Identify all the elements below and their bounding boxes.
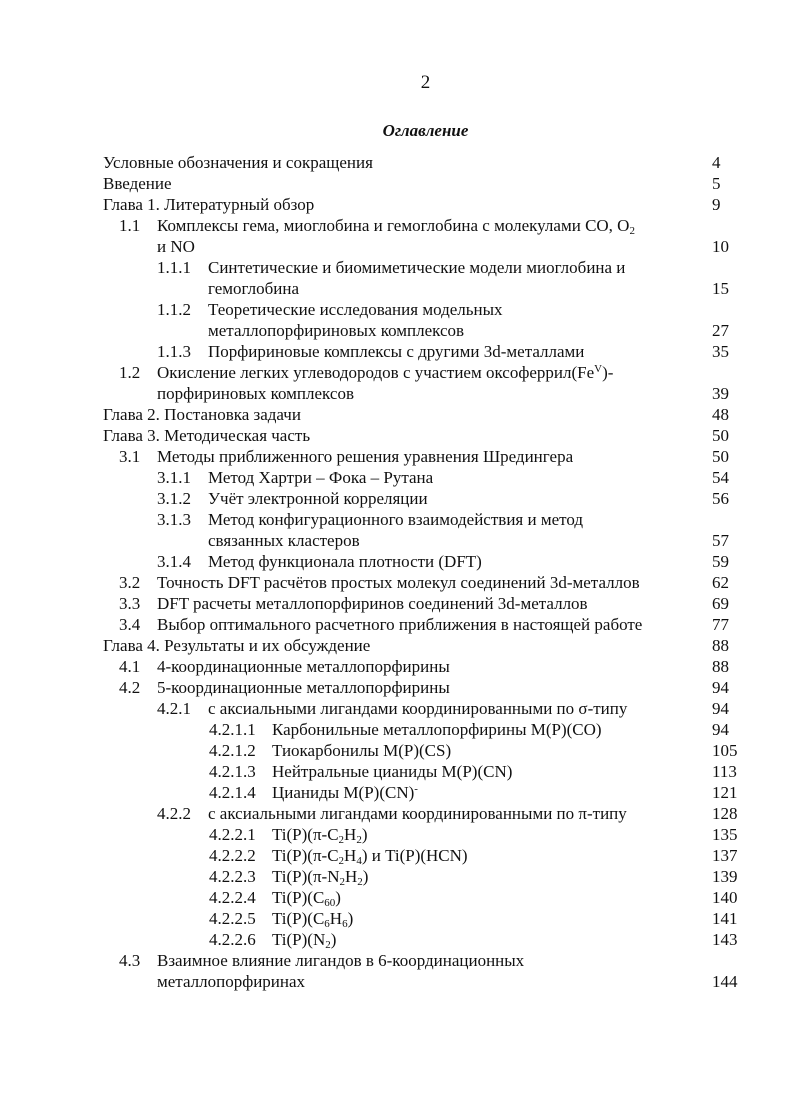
toc-entry-number: 3.1.3 [157, 510, 191, 529]
toc-entry-page: 137 [712, 846, 738, 865]
toc-entry-title: Тиокарбонилы M(P)(CS) [272, 741, 452, 760]
toc-entry-page: 4 [712, 153, 721, 172]
toc-entry-title: Метод Хартри – Фока – Рутана [208, 468, 434, 487]
toc-entry-number: 1.1.1 [157, 258, 191, 277]
toc-entry-page: 10 [712, 237, 729, 256]
toc-entry-number: 1.1.2 [157, 300, 191, 319]
toc-entry-title: Глава 4. Результаты и их обсуждение [103, 636, 371, 655]
toc-entry-title: и NO [157, 237, 195, 256]
toc-entry-number: 4.2.2.1 [209, 825, 256, 844]
page-title: Оглавление [382, 121, 469, 140]
toc-entry-page: 113 [712, 762, 737, 781]
toc-entry-title: 5-координационные металлопорфирины [157, 678, 450, 697]
toc-entry-page: 27 [712, 321, 729, 340]
toc-entry-page: 88 [712, 657, 729, 676]
toc-entry-page: 56 [712, 489, 729, 508]
toc-entry-page: 141 [712, 909, 738, 928]
toc-entry-page: 105 [712, 741, 738, 760]
toc-entry-number: 4.3 [119, 951, 141, 970]
toc-entry-page: 50 [712, 447, 729, 466]
toc-entry-number: 3.1.1 [157, 468, 191, 487]
toc-entry-title: Цианиды M(P)(CN)- [272, 783, 418, 802]
toc-entry-title: Учёт электронной корреляции [208, 489, 428, 508]
toc-entry-number: 4.2 [119, 678, 141, 697]
toc-entry-title: Глава 3. Методическая часть [103, 426, 311, 445]
toc-entry-page: 5 [712, 174, 721, 193]
toc-entry-title: $Ti(P)(\pi-N_2H_2)$ [272, 867, 369, 888]
toc-entry-title: металлопорфиринах [157, 972, 306, 991]
page-number: 2 [420, 72, 431, 93]
toc-entry-number: 3.4 [119, 615, 141, 634]
toc-entry-title: Условные обозначения и сокращения [103, 153, 373, 172]
toc-entry-title: связанных кластеров [208, 531, 360, 550]
toc-entry-title: 4-координационные металлопорфирины [157, 657, 450, 676]
toc-entry-title: $Ti(P)(N_2)$ [272, 930, 337, 951]
toc-entry-title: Методы приближенного решения уравнения Шредингера [157, 447, 574, 466]
toc-entry-title: Синтетические и биомиметические модели миоглобина и [208, 258, 626, 277]
toc-entry-title: $Ti(P)(\pi-C_2H_2)$ [272, 825, 368, 846]
toc-entry-page: 94 [712, 678, 729, 697]
toc-entry-title: Взаимное влияние лигандов в 6-координационных [157, 951, 525, 970]
toc-entry-number: 4.2.2.4 [209, 888, 256, 907]
toc-entry-number: 3.1.4 [157, 552, 191, 571]
toc-entry-number: 4.2.2.5 [209, 909, 256, 928]
toc-entry-page: 140 [712, 888, 738, 907]
toc-entry-number: 3.1.2 [157, 489, 191, 508]
toc-entry-title: Комплексы гема, миоглобина и гемоглобина с молекулами CO, $O_2$ [157, 216, 635, 237]
toc-entry-title: металлопорфириновых комплексов [208, 321, 465, 340]
toc-entry-title: DFT расчеты металлопорфиринов соединений 3d-металлов [157, 594, 588, 613]
toc-entry-page: 35 [712, 342, 729, 361]
toc-entry-title: Глава 2. Постановка задачи [103, 405, 301, 424]
toc-entry-page: 135 [712, 825, 738, 844]
toc-entry-page: 77 [712, 615, 729, 634]
toc-entry-number: 4.2.2.2 [209, 846, 256, 865]
toc-entry-title: $Ti(P)(\pi-C_2H_4)$ и Ti(P)(HCN) [272, 846, 468, 867]
toc-entry-number: 4.2.2.3 [209, 867, 256, 886]
toc-entry-title: гемоглобина [208, 279, 300, 298]
toc-entry-page: 69 [712, 594, 729, 613]
toc-entry-page: 50 [712, 426, 729, 445]
toc-entry-page: 39 [712, 384, 729, 403]
toc-entry-title: Метод конфигурационного взаимодействия и метод [208, 510, 583, 529]
toc-entry-page: 94 [712, 720, 729, 739]
toc-entry-number: 3.3 [119, 594, 141, 613]
toc-entry-page: 94 [712, 699, 729, 718]
toc-entry-page: 57 [712, 531, 729, 550]
toc-entry-page: 62 [712, 573, 729, 592]
toc-entry-title: Теоретические исследования модельных [208, 300, 503, 319]
toc-entry-page: 15 [712, 279, 729, 298]
toc-entry-number: 4.2.1 [157, 699, 191, 718]
toc-entry-title: с аксиальными лигандами координированными по σ-типу [208, 699, 628, 718]
toc-entry-number: 4.1 [119, 657, 141, 676]
toc-entry-title: Выбор оптимального расчетного приближения в настоящей работе [157, 615, 643, 634]
toc-entry-page: 143 [712, 930, 738, 949]
toc-entry-page: 48 [712, 405, 729, 424]
toc-entry-title: Метод функционала плотности (DFT) [208, 552, 482, 571]
toc-entry-page: 59 [712, 552, 729, 571]
toc-entry-title: Окисление легких углеводородов с участием $оксоферрил(Fe^V)-$ [157, 363, 614, 382]
toc-entry-title: $Ti(P)(C_6H_6)$ [272, 909, 354, 930]
toc-entry-page: 54 [712, 468, 729, 487]
toc-entry-number: 4.2.2 [157, 804, 191, 823]
toc-entry-page: 128 [712, 804, 738, 823]
toc-entry-number: 4.2.1.3 [209, 762, 256, 781]
toc-entry-number: 4.2.1.2 [209, 741, 256, 760]
toc-entry-title: Точность DFT расчётов простых молекул соединений 3d-металлов [157, 573, 640, 592]
toc-entry-title: Введение [103, 174, 172, 193]
toc-entry-number: 4.2.1.1 [209, 720, 256, 739]
toc-entry-number: 4.2.2.6 [209, 930, 256, 949]
toc-entry-number: 3.2 [119, 573, 141, 592]
toc-entry-title: Порфириновые комплексы с другими 3d-металлами [208, 342, 585, 361]
toc-entry-page: 144 [712, 972, 738, 991]
toc-entry-number: 3.1 [119, 447, 141, 466]
toc-entry-number: 1.1.3 [157, 342, 191, 361]
toc-entry-page: 9 [712, 195, 721, 214]
toc-entry-page: 88 [712, 636, 729, 655]
toc-entry-title: Глава 1. Литературный обзор [103, 195, 315, 214]
toc-entry-page: 121 [712, 783, 738, 802]
toc-entry-title: порфириновых комплексов [157, 384, 354, 403]
toc-entry-title: с аксиальными лигандами координированными по π-типу [208, 804, 627, 823]
toc-entry-page: 139 [712, 867, 738, 886]
toc-entry-title: Нейтральные цианиды M(P)(CN) [272, 762, 513, 781]
toc-entry-number: 4.2.1.4 [209, 783, 256, 802]
toc-entry-number: 1.1 [119, 216, 141, 235]
toc-entry-title: $Ti(P)(C_{60})$ [272, 888, 341, 909]
toc-entry-title: Карбонильные металлопорфирины M(P)(CO) [272, 720, 602, 739]
toc-entry-number: 1.2 [119, 363, 141, 382]
